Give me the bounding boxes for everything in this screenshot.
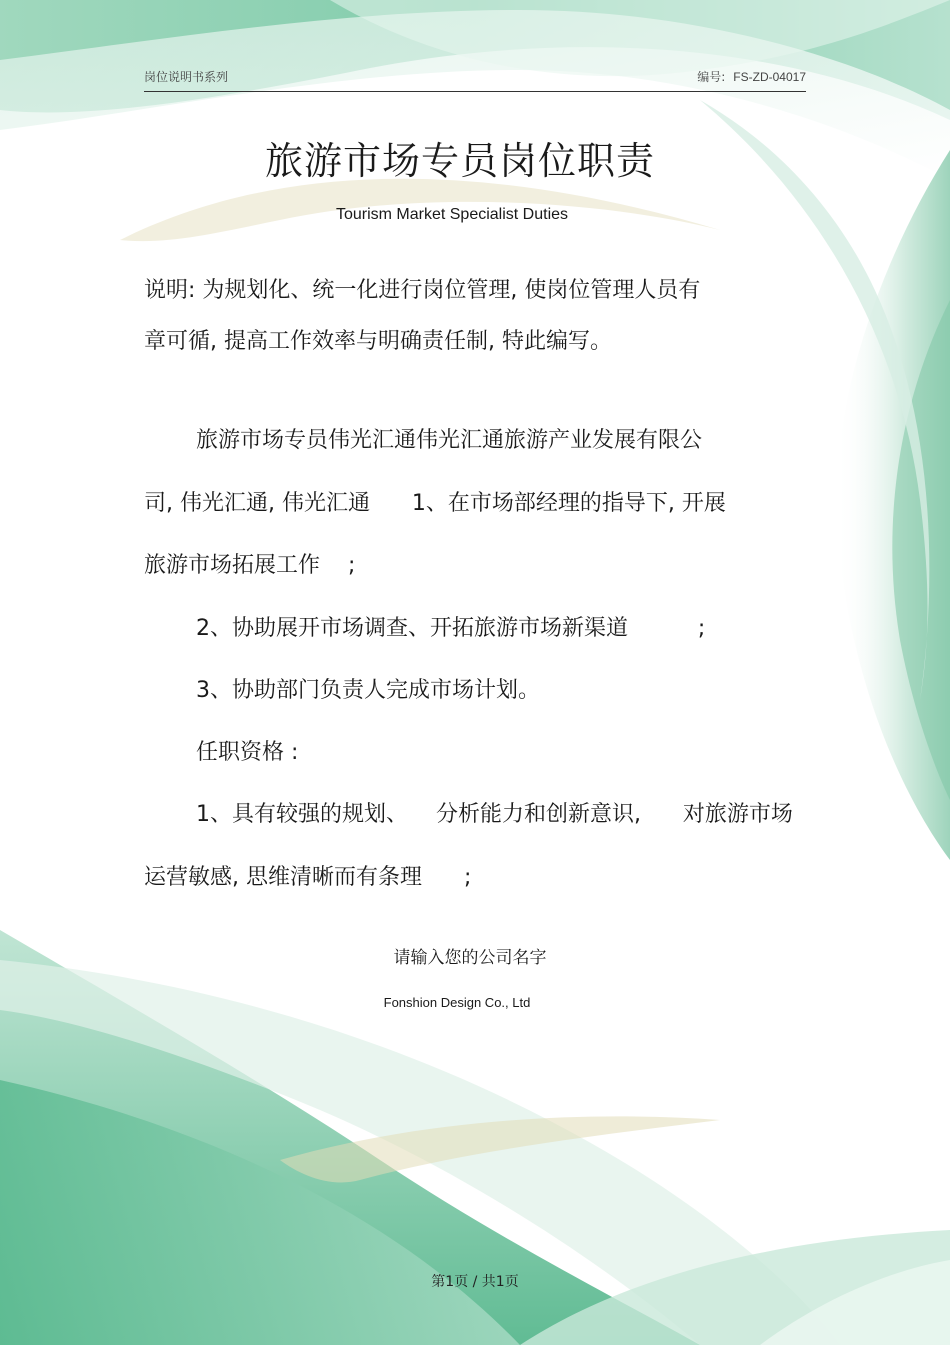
page-number: 第1页 / 共1页 xyxy=(431,1274,519,1290)
body-line: 说明: 为规划化、统一化进行岗位管理, 使岗位管理人员有 xyxy=(144,278,701,303)
code-label: 编号: xyxy=(697,70,726,84)
body-line: 1、具有较强的规划、 分析能力和创新意识, 对旅游市场 xyxy=(196,802,793,827)
document-code xyxy=(697,68,806,85)
body-line: 运营敏感, 思维清晰而有条理 ; xyxy=(144,865,472,890)
company-name-placeholder: 请输入您的公司名字 xyxy=(393,948,547,968)
header-divider xyxy=(144,91,806,92)
code-value: FS-ZD-04017 xyxy=(733,70,806,84)
series-label: 岗位说明书系列 xyxy=(144,70,229,84)
page-header xyxy=(144,66,806,90)
document-subtitle: Tourism Market Specialist Duties xyxy=(335,206,569,223)
body-line: 3、协助部门负责人完成市场计划。 xyxy=(196,678,540,703)
body-line: 旅游市场专员伟光汇通伟光汇通旅游产业发展有限公 xyxy=(196,428,703,453)
body-line: 任职资格 : xyxy=(196,740,299,765)
body-line: 章可循, 提高工作效率与明确责任制, 特此编写。 xyxy=(144,329,612,354)
body-line: 司, 伟光汇通, 伟光汇通 1、在市场部经理的指导下, 开展 xyxy=(144,491,726,516)
company-name-english: Fonshion Design Co., Ltd xyxy=(383,995,531,1010)
document-title: 旅游市场专员岗位职责 xyxy=(264,139,655,183)
body-line: 旅游市场拓展工作 ; xyxy=(144,553,356,578)
body-line: 2、协助展开市场调查、开拓旅游市场新渠道 ; xyxy=(196,616,706,641)
